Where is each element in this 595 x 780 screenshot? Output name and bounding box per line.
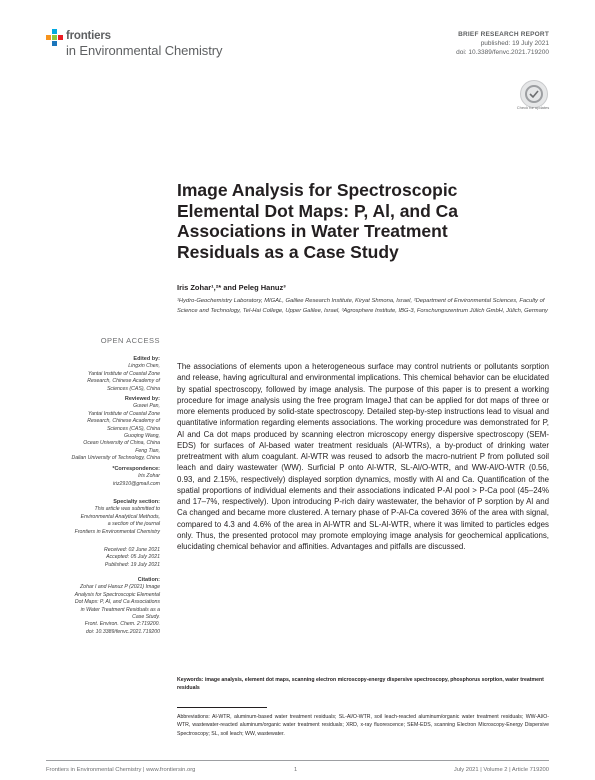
published-date: published: 19 July 2021 [480, 40, 549, 47]
sidebar-line: Research, Chinese Academy of [87, 418, 160, 425]
author-affiliations: ¹Hydro-Geochemistry Laboratory, MIGAL, Galilee Research Institute, Kiryat Shmona, Israel, ²Department of Environmental Sciences, Faculty of Science and Technology, Tel-Hai College, Upper Galilee, Israel, ³Agrosphere Institute, IBG-3, Forschungszentrum Jülich GmbH, Jülich, Germany [177, 298, 548, 314]
sidebar-line: Guoqing Wang, [124, 433, 160, 440]
check-updates-badge-icon[interactable] [520, 80, 548, 108]
sidebar-line: Frontiers in Environmental Chemistry [74, 528, 160, 535]
open-access-label: OPEN ACCESS [100, 336, 160, 345]
specialty-heading: Specialty section: [113, 499, 160, 505]
sidebar-line: Dot Maps: P, Al, and Ca Associations [74, 599, 160, 606]
citation-section [46, 577, 160, 636]
sidebar-line: a section of the journal [107, 521, 160, 528]
correspondence-section [46, 466, 160, 488]
correspondence-heading: *Correspondence: [112, 466, 160, 472]
sidebar-line: Case Study. [132, 614, 160, 621]
sidebar-line: Ocean University of China, China [83, 440, 160, 447]
dates-section [46, 547, 160, 569]
check-updates-label[interactable]: Check for updates [516, 105, 550, 110]
footer-divider [46, 760, 549, 761]
frontiers-logo-icon [46, 29, 64, 47]
sidebar-line: Research, Chinese Academy of [87, 378, 160, 385]
article-title: Image Analysis for Spectroscopic Elemental Dot Maps: P, Al, and Ca Associations in Water Treatment Residuals as a Case Study [177, 180, 459, 262]
received-date: Received: 02 June 2021 [104, 547, 160, 553]
sidebar-line: Yantai Institute of Coastal Zone [88, 370, 160, 377]
correspondence-email[interactable]: iriz2910@gmail.com [112, 480, 160, 487]
sidebar-line: Lingxin Chen, [128, 363, 160, 370]
sidebar-line: Dalian University of Technology, China [71, 455, 160, 462]
footer-issue-info: July 2021 | Volume 2 | Article 719200 [453, 767, 549, 773]
abstract-text: The associations of elements upon a heterogeneous surface may control nutrients or pollutants sorption and release, having agricultural and environmental implications. This chemical behavior can be elucidated by spatial spectroscopy, followed by image analysis. The purpose of this paper is to present a working procedure for image analysis using the free program ImageJ that can be applied for dot maps of three or more elements produced by solid-state spectroscopy. Detailed step-by-step instructions lead to visual and quantitative information regarding elements associations. The working procedure was demonstrated for P, Al and Ca dot maps produced by scanning electron microscopy energy dispersive spectroscopy (SEM-EDS) for surfaces of Al-based water treatment residuals (Al-WTRs), a by-product of drinking water pretreatment with alum coagulant. Al-WTR was reused to adsorb the macro-nutrient P from polluted soil leach and dairy wastewater (WW). Surficial P onto Al-WTR, SL-Al/O-WTR, and WW-Al/O-WTR (0.56, 0.93, and 2.15%, respectively) displayed sorption dynamics, mostly with Al and Ca. Quantification of the spatial proportions of individual elements and their associations indicated P-Al pool > P-Ca pool (45–24% and 17–7%, respectively). Upon introducing P-rich dairy wastewater, the behavior of P sorption by Al and Ca changed and became more clustered. A ternary phase of P-Al-Ca covered 36% of the area with signal, compared to 4.3 and 4.6% of the area in Al-WTR and SL-Al-WTR, where it was limited to particles edges only. Thus, the presented protocol may promote employing image analysis for geochemical applications, elucidating chemical behavior and affinities. Advantages and pitfalls are discussed. [177, 362, 549, 552]
sidebar-line: Yantai Institute of Coastal Zone [88, 410, 160, 417]
journal-brand: frontiers [66, 30, 111, 42]
abbreviations-footnote: Abbreviations: Al-WTR, aluminum-based water treatment residuals; SL-Al/O-WTR, soil leach-reacted aluminum/organic water treatment residuals; WW-Al/O-WTR, wastewater-reacted aluminum/organic water treatment residuals; XRD, x-ray fluorescence; SEM-EDS, scanning Electron Microscopy-Energy Dispersive Spectroscopy; SL, soil leach; WW, wastewater. [177, 714, 549, 737]
article-type: BRIEF RESEARCH REPORT [458, 31, 549, 38]
accepted-date: Accepted: 05 July 2021 [106, 554, 160, 561]
citation-heading: Citation: [137, 577, 160, 583]
footer-journal-link[interactable]: Frontiers in Environmental Chemistry | www.frontiersin.org [46, 767, 196, 773]
edited-by-heading: Edited by: [133, 356, 160, 362]
sidebar-line: This article was submitted to [94, 506, 160, 513]
page-number: 1 [294, 767, 298, 773]
sidebar-line: Guwei Pan, [133, 403, 160, 410]
citation-doi[interactable]: doi: 10.3389/fenvc.2021.719200 [85, 628, 160, 635]
sidebar-line: Feng Tian, [135, 447, 160, 454]
keywords: Keywords: image analysis, element dot maps, scanning electron microscopy-energy dispersive spectroscopy, phosphorus sorption, water treatment residuals [177, 677, 544, 691]
edited-by-section [46, 356, 160, 393]
reviewed-by-heading: Reviewed by: [124, 396, 160, 402]
sidebar-line: Sciences (CAS), China [106, 425, 160, 432]
published-date-sidebar: Published: 19 July 2021 [104, 561, 160, 568]
specialty-section [46, 499, 160, 536]
sidebar-line: Environmental Analytical Methods, [80, 513, 160, 520]
journal-name: in Environmental Chemistry [66, 43, 223, 58]
sidebar-line: Iris Zohar [138, 473, 160, 480]
reviewed-by-section [46, 396, 160, 463]
sidebar-line: in Water Treatment Residuals as a [80, 606, 160, 613]
footnote-divider [177, 707, 267, 708]
sidebar-line: Front. Environ. Chem. 2:719200. [84, 621, 160, 628]
article-authors: Iris Zohar¹,²* and Peleg Hanuz³ [177, 283, 286, 292]
sidebar-line: Analysis for Spectroscopic Elemental [74, 591, 160, 598]
sidebar-line: Zohar I and Hanuz P (2021) Image [80, 584, 160, 591]
sidebar-line: Sciences (CAS), China [106, 385, 160, 392]
article-doi[interactable]: doi: 10.3389/fenvc.2021.719200 [456, 48, 549, 56]
